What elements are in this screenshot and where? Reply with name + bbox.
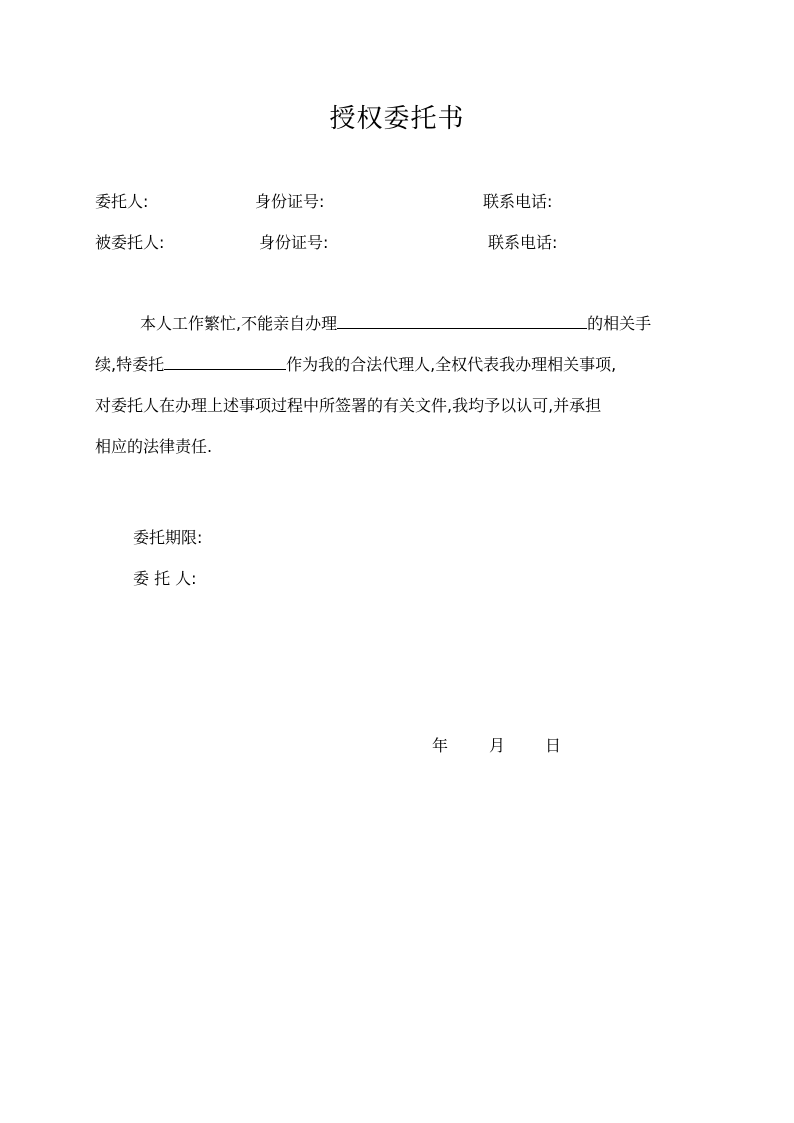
matter-blank-line — [337, 312, 587, 329]
body-text-6: 相应的法律责任. — [95, 437, 213, 456]
body-text-1: 本人工作繁忙,不能亲自办理 — [140, 314, 338, 333]
body-text-4: 作为我的合法代理人,全权代表我办理相关事项, — [286, 355, 617, 374]
agent-blank-line — [164, 353, 286, 370]
date-year: 年 — [432, 736, 449, 755]
term-label: 委托期限: — [133, 528, 203, 547]
body-text-2: 的相关手 — [587, 314, 652, 333]
body-text-5: 对委托人在办理上述事项过程中所签署的有关文件,我均予以认可,并承担 — [95, 396, 602, 415]
body-paragraph — [95, 303, 705, 467]
principal-phone-label: 联系电话: — [483, 192, 553, 211]
document-title: 授权委托书 — [329, 104, 465, 134]
body-line-1 — [95, 303, 705, 344]
body-line-4 — [95, 426, 705, 467]
principal-id-label: 身份证号: — [255, 192, 325, 211]
body-line-2 — [95, 344, 705, 385]
agent-label: 被委托人: — [95, 233, 165, 252]
agent-phone-label: 联系电话: — [488, 233, 558, 252]
body-text-3: 续,特委托 — [95, 355, 165, 374]
date-day: 日 — [545, 736, 562, 755]
body-line-3 — [95, 385, 705, 426]
principal-label: 委托人: — [95, 192, 149, 211]
date-month: 月 — [489, 736, 506, 755]
footer-principal-label: 委 托 人: — [133, 569, 197, 588]
agent-id-label: 身份证号: — [259, 233, 329, 252]
